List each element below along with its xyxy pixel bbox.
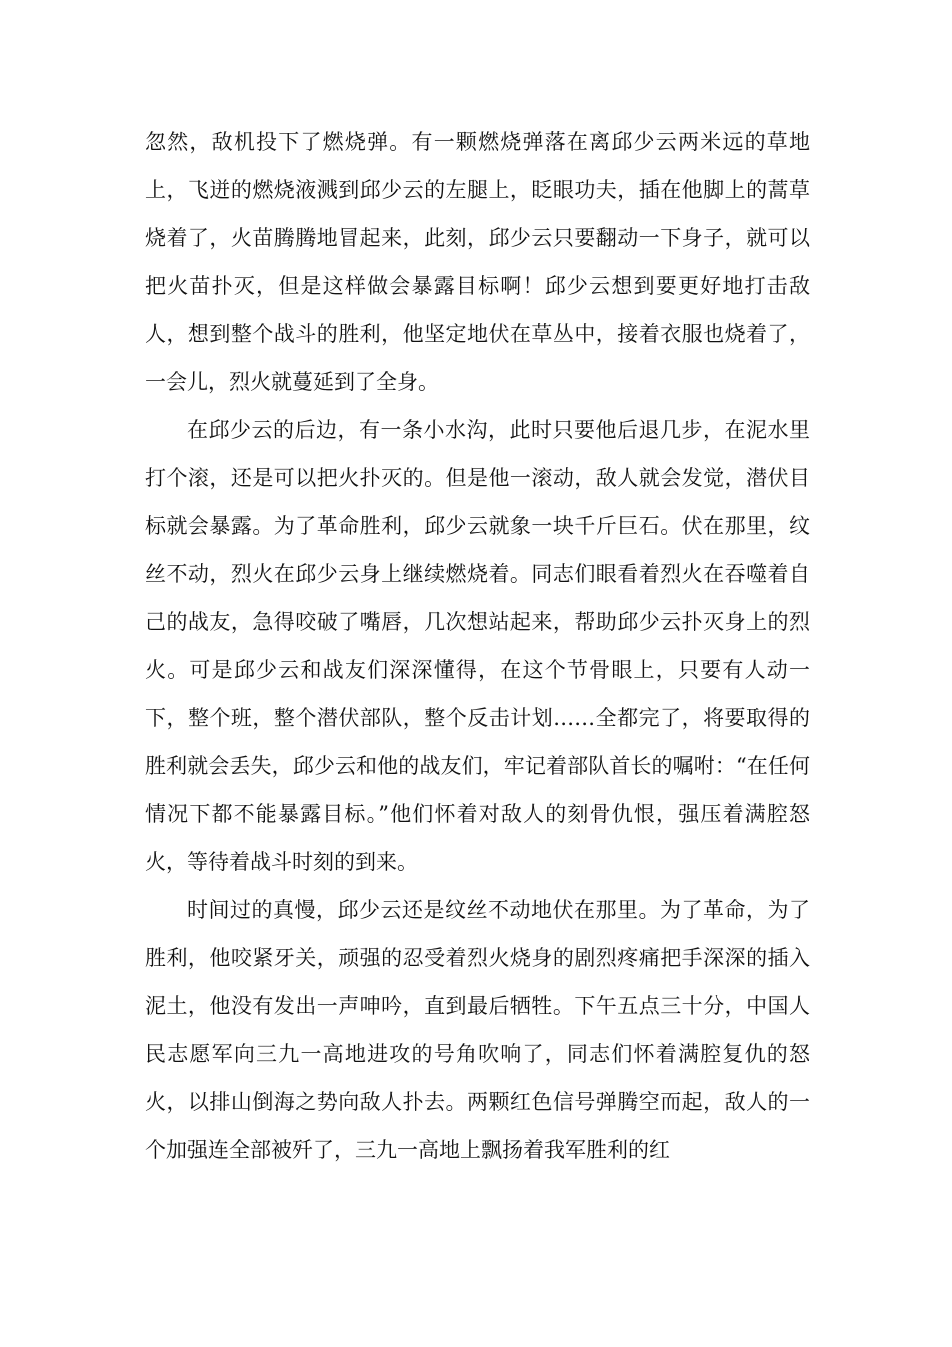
document-body [145, 118, 810, 1174]
paragraph-1: 忽然，敌机投下了燃烧弹。有一颗燃烧弹落在离邱少云两米远的草地上，飞迸的燃烧液溅到邱少云的左腿上，眨眼功夫，插在他脚上的蒿草烧着了，火苗腾腾地冒起来，此刻，邱少云只要翻动一下身子，就可以把火苗扑灭，但是这样做会暴露目标啊！邱少云想到要更好地打击敌人，想到整个战斗的胜利，他坚定地伏在草丛中，接着衣服也烧着了，一会儿，烈火就蔓延到了全身。 [145, 130, 810, 394]
paragraph-2: 在邱少云的后边，有一条小水沟，此时只要他后退几步，在泥水里打个滚，还是可以把火扑灭的。但是他一滚动，敌人就会发觉，潜伏目标就会暴露。为了革命胜利，邱少云就象一块千斤巨石。伏在那里，纹丝不动，烈火在邱少云身上继续燃烧着。同志们眼看着烈火在吞噬着自己的战友，急得咬破了嘴唇，几次想站起来，帮助邱少云扑灭身上的烈火。可是邱少云和战友们深深懂得，在这个节骨眼上，只要有人动一下，整个班，整个潜伏部队，整个反击计划……全都完了，将要取得的胜利就会丢失，邱少云和他的战友们，牢记着部队首长的嘱咐：“在任何情况下都不能暴露目标。”他们怀着对敌人的刻骨仇恨，强压着满腔怒火，等待着战斗时刻的到来。 [145, 418, 810, 874]
paragraph-3: 时间过的真慢，邱少云还是纹丝不动地伏在那里。为了革命，为了胜利，他咬紧牙关，顽强的忍受着烈火烧身的剧烈疼痛把手深深的插入泥土，他没有发出一声呻吟，直到最后牺牲。下午五点三十分，中国人民志愿军向三九一高地进攻的号角吹响了，同志们怀着满腔复仇的怒火，以排山倒海之势向敌人扑去。两颗红色信号弹腾空而起，敌人的一个加强连全部被歼了，三九一高地上飘扬着我军胜利的红 [145, 898, 810, 1162]
